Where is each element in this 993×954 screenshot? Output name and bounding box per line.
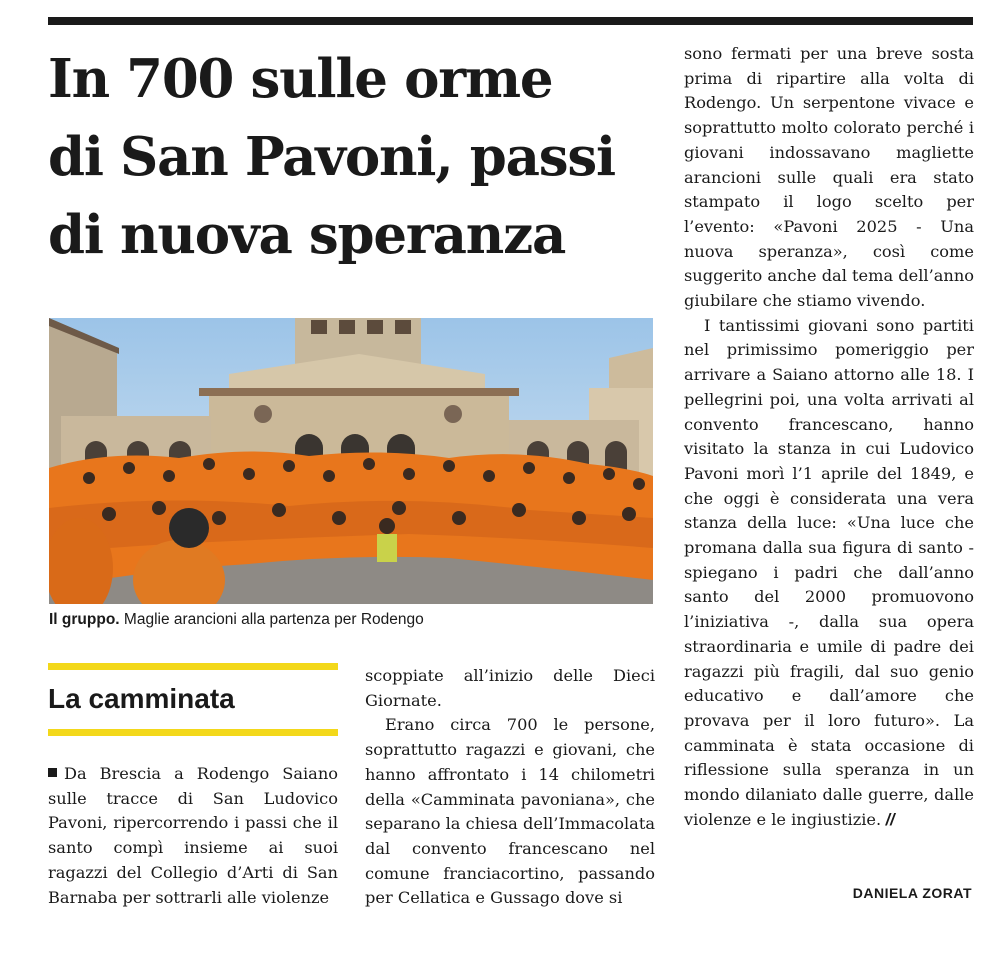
headline-line-2: di San Pavoni, passi	[48, 126, 615, 188]
body-paragraph-1: Da Brescia a Rodengo Saiano sulle tracce di San Ludovico Pavoni, ripercorrendo i passi che il santo compì insieme ai suoi ragazzi del Collegio d’Arti di San Barnaba per sottrarli alle violenze	[48, 764, 338, 907]
top-rule	[48, 17, 973, 25]
body-column-3	[684, 42, 974, 833]
body-column-1	[48, 762, 338, 910]
headline-line-3: di nuova speranza	[48, 204, 566, 266]
group-photo	[49, 318, 653, 604]
caption-label: Il gruppo.	[49, 611, 120, 628]
end-mark: //	[881, 810, 895, 829]
body-paragraph-1-continued: scoppiate all’inizio delle Dieci Giornate.	[365, 666, 655, 710]
photo-caption	[49, 610, 659, 630]
body-paragraph-2: Erano circa 700 le persone, soprattutto ragazzi e giovani, che hanno affrontato i 14 chilometri della «Camminata pavoniana», che separano la chiesa dell’Immacolata dal convento francescano nel comune franciacortino, passando per Cellatica e Gussago dove si	[365, 715, 655, 908]
headline-line-1: In 700 sulle orme	[48, 48, 553, 110]
body-paragraph-3: I tantissimi giovani sono partiti nel primissimo pomeriggio per arrivare a Saiano attorno alle 18. I pellegrini poi, una volta arrivati al convento francescano, hanno visitato la stanza in cui Ludovico Pavoni morì l’1 aprile del 1849, e che oggi è considerata una vera stanza della luce: «Una luce che promana dalla sua figura di santo - spiegano i padri che dall’anno santo del 2000 promuovono l’iniziativa -, dalla sua opera straordinaria e umile di padre dei ragazzi più fragili, dal suo genio educativo e dall’amore che provava per il loro futuro». La camminata è stata occasione di riflessione sulla speranza in un mondo dilaniato dalle guerre, dalle violenze e le ingiustizie.	[684, 315, 974, 829]
headline	[48, 40, 658, 274]
byline: DANIELA ZORAT	[852, 885, 972, 901]
bullet-square-icon	[48, 768, 57, 777]
body-column-2	[365, 664, 655, 911]
section-bar-bottom	[48, 729, 338, 736]
section-title: La camminata	[48, 683, 235, 714]
caption-text: Maglie arancioni alla partenza per Rodengo	[119, 611, 424, 628]
body-paragraph-2-continued: sono fermati per una breve sosta prima di ripartire alla volta di Rodengo. Un serpentone vivace e soprattutto molto colorato perché i giovani indossavano magliette arancioni sulle quali era stato stampato il logo scelto per l’evento: «Pavoni 2025 - Una nuova speranza», così come suggerito anche dal tema dell’anno giubilare che stiamo vivendo.	[684, 44, 974, 311]
section-bar-top	[48, 663, 338, 670]
